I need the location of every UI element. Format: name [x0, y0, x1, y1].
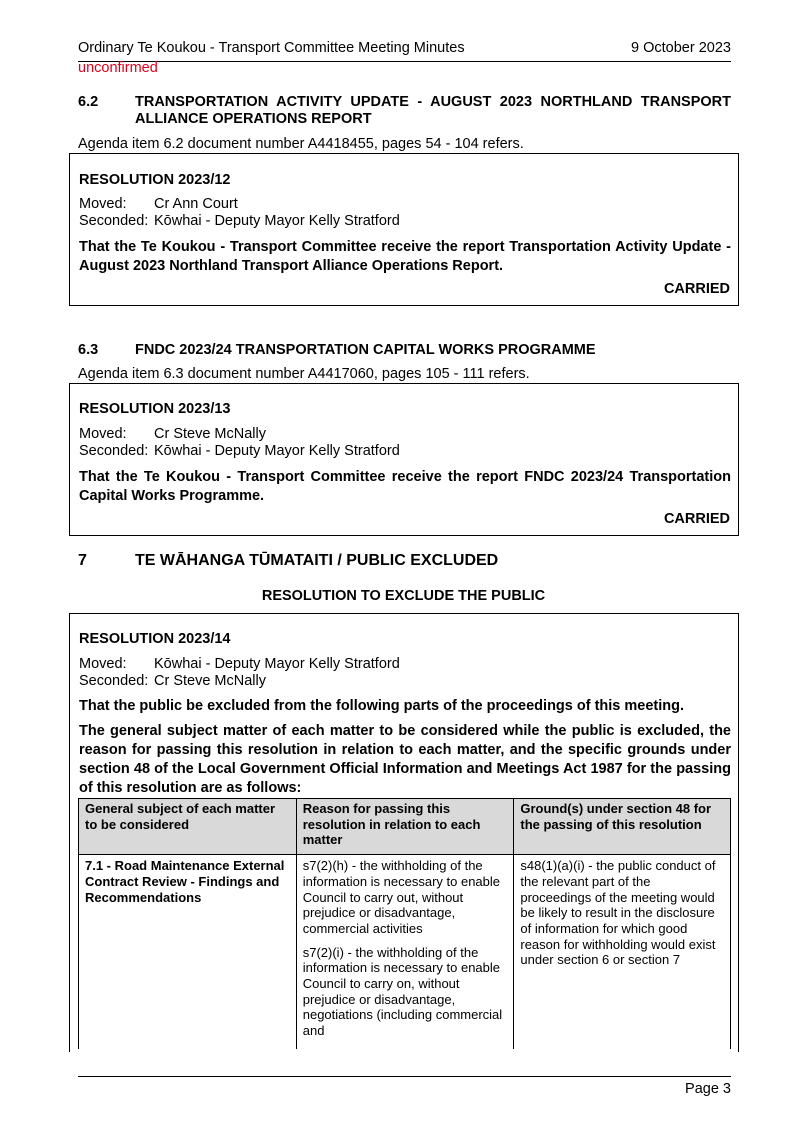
section-number: 7 — [78, 552, 87, 569]
seconded-label: Seconded: — [79, 213, 149, 229]
resolution-motion: That the Te Koukou - Transport Committee receive the report Transportation Activity Update - August 2023 Northland Transport Alliance Operations Report. — [79, 239, 731, 274]
meeting-date: 9 October 2023 — [631, 40, 731, 56]
column-header: General subject of each matter to be considered — [79, 799, 297, 855]
carried-label: CARRIED — [663, 281, 730, 297]
resolution-box-2023-13 — [69, 383, 739, 536]
resolution-motion: That the Te Koukou - Transport Committee receive the report FNDC 2023/24 Transportation Capital Works Programme. — [79, 469, 731, 504]
seconded-row — [79, 443, 400, 460]
subject-cell: 7.1 - Road Maintenance External Contract Review - Findings and Recommendations — [79, 855, 297, 1049]
section-title: TE WĀHANGA TŪMATAITI / PUBLIC EXCLUDED — [135, 552, 499, 569]
resolution-title: RESOLUTION 2023/14 — [79, 631, 231, 647]
reason-paragraph: s7(2)(i) - the withholding of the information is necessary to enable Council to carry on, without prejudice or disadvantage, negotiations (including commercial and — [302, 944, 503, 1039]
section-title: TRANSPORTATION ACTIVITY UPDATE - AUGUST 2023 NORTHLAND TRANSPORT ALLIANCE OPERATIONS REPORT — [135, 94, 731, 127]
exclude-public-heading: RESOLUTION TO EXCLUDE THE PUBLIC — [261, 588, 546, 604]
seconded-by: Kōwhai - Deputy Mayor Kelly Stratford — [154, 443, 400, 459]
reason-paragraph: s7(2)(h) - the withholding of the information is necessary to enable Council to carry out, without prejudice or disadvantage, commercial activities — [302, 858, 501, 936]
section-heading-6-3 — [78, 342, 731, 359]
moved-label: Moved: — [79, 196, 127, 212]
carried-label: CARRIED — [663, 511, 730, 527]
moved-row — [79, 426, 266, 443]
seconded-row — [79, 213, 400, 230]
seconded-by: Cr Steve McNally — [154, 673, 266, 689]
resolution-title: RESOLUTION 2023/13 — [79, 401, 231, 417]
resolution-title: RESOLUTION 2023/12 — [79, 172, 231, 188]
reason-cell — [296, 855, 514, 1049]
seconded-by: Kōwhai - Deputy Mayor Kelly Stratford — [154, 213, 400, 229]
grounds-cell: s48(1)(a)(i) - the public conduct of the relevant part of the proceedings of the meeting would be likely to result in the disclosure of information for which good reason for withholding would exist under section 6 or section 7 — [514, 855, 731, 1049]
moved-by: Cr Ann Court — [154, 196, 238, 212]
page-number: Page 3 — [685, 1081, 731, 1097]
moved-row — [79, 196, 238, 213]
table-header-row — [79, 799, 731, 855]
moved-by: Cr Steve McNally — [154, 426, 266, 442]
resolution-motion: That the public be excluded from the following parts of the proceedings of this meeting. — [79, 698, 685, 714]
unconfirmed-label: unconfirmed — [78, 60, 158, 76]
footer-rule — [78, 1076, 731, 1077]
agenda-reference: Agenda item 6.2 document number A4418455, pages 54 - 104 refers. — [78, 136, 524, 152]
moved-label: Moved: — [79, 426, 127, 442]
table-row — [79, 855, 731, 1049]
column-header: Reason for passing this resolution in relation to each matter — [296, 799, 514, 855]
section-number: 6.2 — [78, 94, 99, 110]
resolution-grounds-intro: The general subject matter of each matter to be considered while the public is excluded, the reason for passing this resolution in relation to each matter, and the specific grounds under section 48 of the Local Government Official Information and Meetings Act 1987 for the passing of this resolution are as follows: — [79, 723, 731, 796]
resolution-box-2023-12 — [69, 153, 739, 306]
agenda-reference: Agenda item 6.3 document number A4417060, pages 105 - 111 refers. — [78, 366, 530, 382]
moved-label: Moved: — [79, 656, 127, 672]
public-excluded-table — [78, 798, 731, 1049]
moved-by: Kōwhai - Deputy Mayor Kelly Stratford — [154, 656, 400, 672]
running-header — [78, 40, 731, 62]
document-title: Ordinary Te Koukou - Transport Committee Meeting Minutes — [78, 40, 465, 56]
section-title: FNDC 2023/24 TRANSPORTATION CAPITAL WORKS PROGRAMME — [135, 342, 596, 358]
section-heading-6-2 — [78, 94, 731, 128]
seconded-row — [79, 673, 266, 690]
section-heading-7 — [78, 552, 499, 570]
column-header: Ground(s) under section 48 for the passing of this resolution — [514, 799, 731, 855]
moved-row — [79, 656, 400, 673]
seconded-label: Seconded: — [79, 673, 149, 689]
section-number: 6.3 — [78, 342, 99, 358]
seconded-label: Seconded: — [79, 443, 149, 459]
